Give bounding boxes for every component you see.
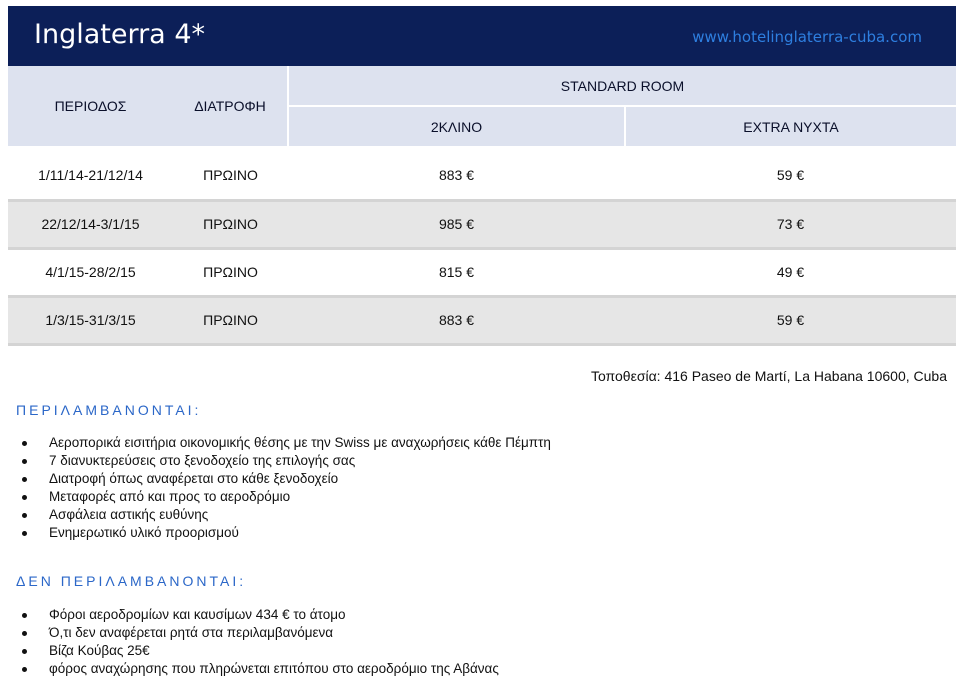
cell-board: ΠΡΩΙΝΟ <box>173 296 288 344</box>
header-double: 2ΚΛΙΝΟ <box>288 106 625 146</box>
list-item: φόρος αναχώρησης που πληρώνεται επιτόπου στο αεροδρόμιο της Αβάνας <box>22 660 499 678</box>
table-row <box>8 248 956 296</box>
cell-extra: 73 € <box>625 200 956 248</box>
excludes-list <box>22 606 499 678</box>
includes-list <box>22 434 551 542</box>
cell-board: ΠΡΩΙΝΟ <box>173 200 288 248</box>
table-row <box>8 200 956 248</box>
list-item: Ενημερωτικό υλικό προορισμού <box>22 524 551 542</box>
header-board: ΔΙΑΤΡΟΦΗ <box>173 66 288 146</box>
cell-period: 22/12/14-3/1/15 <box>8 200 173 248</box>
cell-double: 985 € <box>288 200 625 248</box>
header-room-type: STANDARD ROOM <box>288 66 956 106</box>
cell-extra: 59 € <box>625 152 956 200</box>
table-row <box>8 152 956 200</box>
list-item: Ό,τι δεν αναφέρεται ρητά στα περιλαμβανόμενα <box>22 624 499 642</box>
cell-extra: 59 € <box>625 296 956 344</box>
list-item: Βίζα Κούβας 25€ <box>22 642 499 660</box>
rates-table <box>8 66 956 346</box>
list-item: Διατροφή όπως αναφέρεται στο κάθε ξενοδοχείο <box>22 470 551 488</box>
list-item: Ασφάλεια αστικής ευθύνης <box>22 506 551 524</box>
includes-heading: ΠΕΡΙΛΑΜΒΑΝΟΝΤΑΙ: <box>16 402 202 418</box>
list-item: Μεταφορές από και προς το αεροδρόμιο <box>22 488 551 506</box>
excludes-heading: ΔΕΝ ΠΕΡΙΛΑΜΒΑΝΟΝΤΑΙ: <box>16 573 247 589</box>
cell-double: 815 € <box>288 248 625 296</box>
website-link[interactable]: www.hotelinglaterra-cuba.com <box>692 28 922 46</box>
hotel-location: Τοποθεσία: 416 Paseo de Martí, La Habana 10600, Cuba <box>590 368 947 384</box>
list-item: Φόροι αεροδρομίων και καυσίμων 434 € το άτομο <box>22 606 499 624</box>
header-extra-night: EXTRA ΝΥΧΤΑ <box>625 106 956 146</box>
cell-double: 883 € <box>288 152 625 200</box>
cell-extra: 49 € <box>625 248 956 296</box>
cell-period: 1/11/14-21/12/14 <box>8 152 173 200</box>
list-item: 7 διανυκτερεύσεις στο ξενοδοχείο της επιλογής σας <box>22 452 551 470</box>
cell-board: ΠΡΩΙΝΟ <box>173 152 288 200</box>
cell-period: 1/3/15-31/3/15 <box>8 296 173 344</box>
header-period: ΠΕΡΙΟΔΟΣ <box>8 66 173 146</box>
cell-period: 4/1/15-28/2/15 <box>8 248 173 296</box>
cell-board: ΠΡΩΙΝΟ <box>173 248 288 296</box>
header-banner <box>8 6 956 67</box>
hotel-title: Inglaterra 4* <box>34 19 205 50</box>
table-row <box>8 296 956 344</box>
cell-double: 883 € <box>288 296 625 344</box>
list-item: Αεροπορικά εισιτήρια οικονομικής θέσης με την Swiss με αναχωρήσεις κάθε Πέμπτη <box>22 434 551 452</box>
